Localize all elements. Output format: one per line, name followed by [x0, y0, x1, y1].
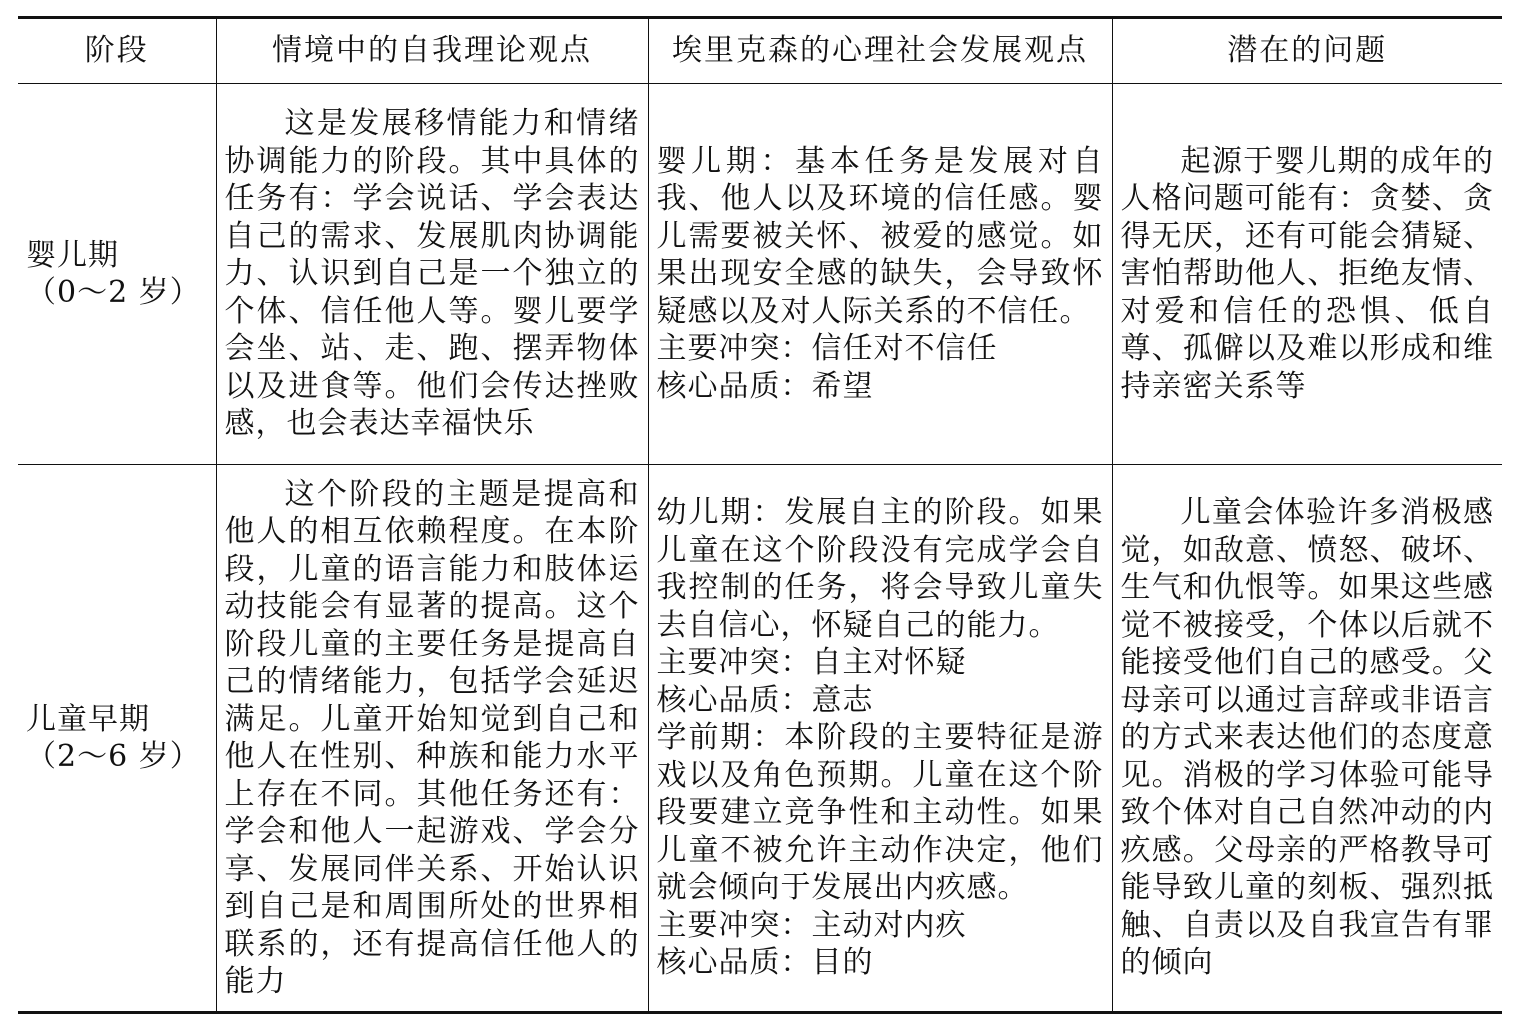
erikson-text: 幼儿期：发展自主的阶段。如果儿童在这个阶段没有完成学会自我控制的任务，将会导致儿童失去自信心，怀疑自己的能力。 主要冲突：自主对怀疑 核心品质：意志 学前期：本阶段的主要特征是游戏以及角色预期。儿童在这个阶段要建立竞争性和主动性。如果儿童不被允许主动作决定，他们就会倾向于发展出内疚感。 主要冲突：主动对内疚 核心品质：目的 [656, 495, 1104, 981]
stage-cell [18, 465, 216, 1013]
problems-text: 儿童会体验许多消极感觉，如敌意、愤怒、破坏、生气和仇恨等。如果这些感觉不被接受，个体以后就不能接受他们自己的感受。父母亲可以通过言辞或非语言的方式来表达他们的态度意见。消极的学习体验可能导致个体对自己自然冲动的内疚感。父母亲的严格教导可能导致儿童的刻板、强烈抵触、自责以及自我宣告有罪的倾向 [1120, 495, 1494, 981]
self-in-context-text: 这是发展移情能力和情绪协调能力的阶段。其中具体的任务有：学会说话、学会表达自己的需求、发展肌肉协调能力、认识到自己是一个独立的个体、信任他人等。婴儿要学会坐、站、走、跑、摆弄物体以及进食等。他们会传达挫败感，也会表达幸福快乐 [224, 106, 640, 442]
header-stage: 阶段 [18, 18, 216, 84]
erikson-cell [648, 465, 1112, 1013]
self-in-context-cell [216, 84, 648, 465]
stage-age: （2～6 岁） [26, 739, 201, 774]
table-row [18, 84, 1502, 465]
header-row [18, 18, 1502, 84]
self-in-context-text: 这个阶段的主题是提高和他人的相互依赖程度。在本阶段，儿童的语言能力和肢体运动技能会有显著的提高。这个阶段儿童的主要任务是提高自己的情绪能力，包括学会延迟满足。儿童开始知觉到自己和他人在性别、种族和能力水平上存在不同。其他任务还有：学会和他人一起游戏、学会分享、发展同伴关系、开始认识到自己是和周围所处的世界相联系的，还有提高信任他人的能力 [224, 476, 640, 999]
stage-age: （0～2 岁） [26, 275, 201, 310]
stage-cell [18, 84, 216, 465]
stage-name: 儿童早期 [26, 701, 150, 737]
erikson-text: 婴儿期：基本任务是发展对自我、他人以及环境的信任感。婴儿需要被关怀、被爱的感觉。如果出现安全感的缺失，会导致怀疑感以及对人际关系的不信任。 主要冲突：信任对不信任 核心品质：希望 [656, 143, 1104, 404]
problems-text: 起源于婴儿期的成年的人格问题可能有：贪婪、贪得无厌，还有可能会猜疑、害怕帮助他人、拒绝友情、对爱和信任的恐惧、低自尊、孤僻以及难以形成和维持亲密关系等 [1120, 143, 1494, 404]
stage-name: 婴儿期 [26, 237, 119, 273]
header-self-in-context: 情境中的自我理论观点 [216, 18, 648, 84]
self-in-context-cell [216, 465, 648, 1013]
header-erikson: 埃里克森的心理社会发展观点 [648, 18, 1112, 84]
table-row [18, 465, 1502, 1013]
header-potential-problems: 潜在的问题 [1112, 18, 1502, 84]
development-stages-table [18, 16, 1502, 1014]
problems-cell [1112, 84, 1502, 465]
problems-cell [1112, 465, 1502, 1013]
table-header [18, 18, 1502, 84]
erikson-cell [648, 84, 1112, 465]
table-body [18, 84, 1502, 1013]
